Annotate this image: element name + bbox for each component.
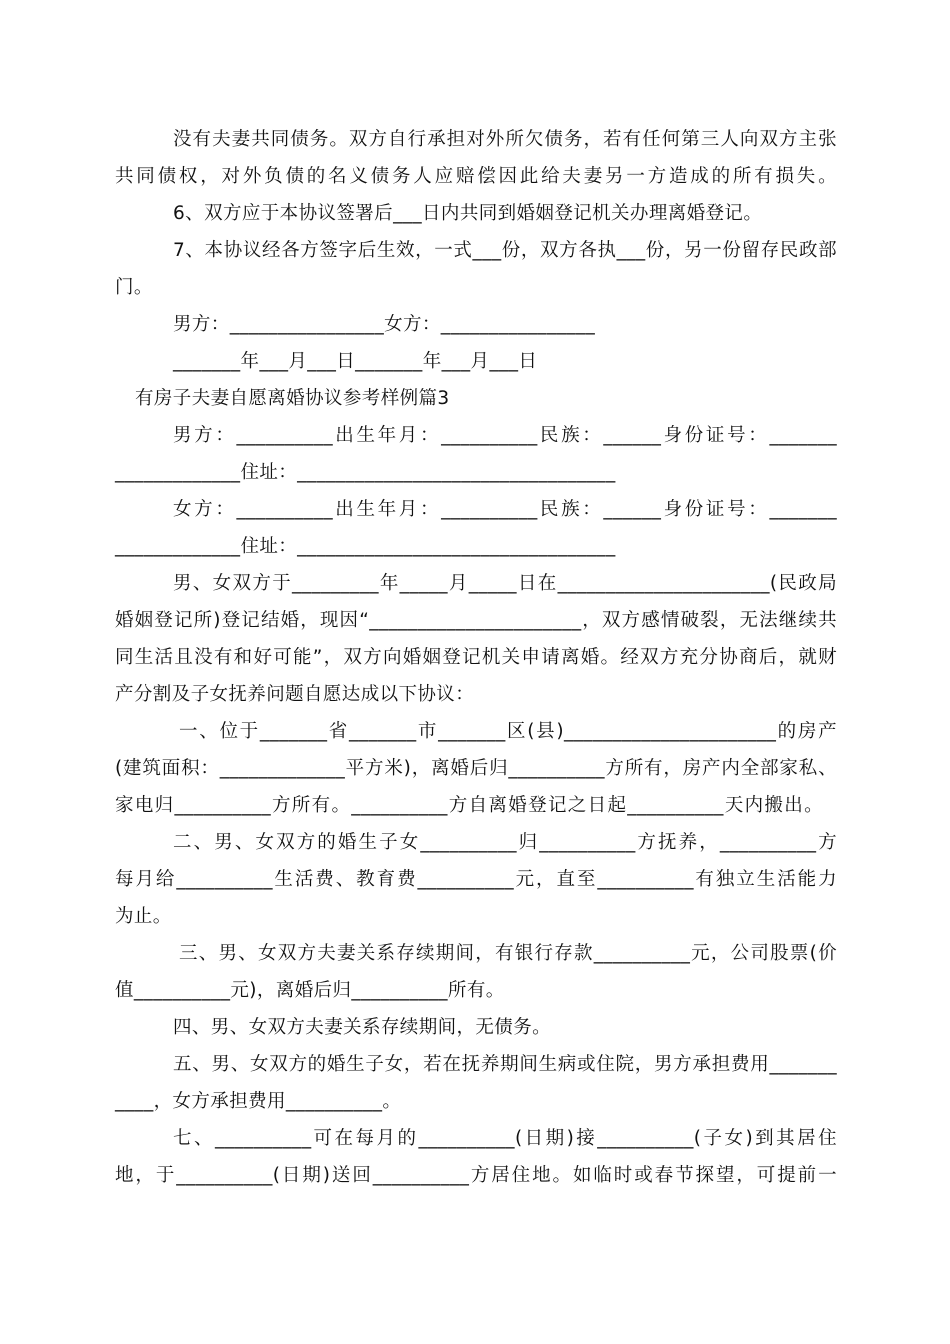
paragraph-line: (建筑面积：_____________平方米)，离婚后归__________方所有，房产内全部家私、 <box>115 758 837 779</box>
male-address-line: _____________住址：_________________________________ <box>115 462 616 483</box>
paragraph-line: 为止。 <box>115 906 172 927</box>
signature-line: 男方：________________女方：________________ <box>173 314 596 335</box>
paragraph-line: 婚姻登记所)登记结婚，现因“______________________，双方感情破裂，无法继续共 <box>115 610 837 631</box>
clause-four: 四、男、女双方夫妻关系存续期间，无债务。 <box>173 1017 552 1038</box>
paragraph-line: 门。 <box>115 277 153 298</box>
section-heading: 有房子夫妻自愿离婚协议参考样例篇3 <box>135 388 450 409</box>
paragraph-line: 男、女双方于_________年_____月_____日在______________________(民政局 <box>173 573 837 594</box>
paragraph-line: 共同债权，对外负债的名义债务人应赔偿因此给夫妻另一方造成的所有损失。 <box>115 166 837 187</box>
female-address-line: _____________住址：_________________________________ <box>115 536 616 557</box>
clause-three: 三、男、女双方夫妻关系存续期间，有银行存款__________元，公司股票(价 <box>179 943 837 964</box>
paragraph-line: 产分割及子女抚养问题自愿达成以下协议： <box>115 684 475 705</box>
paragraph-line: 家电归__________方所有。__________方自离婚登记之日起__________天内搬出。 <box>115 795 823 816</box>
clause-7: 7、本协议经各方签字后生效，一式___份，双方各执___份，另一份留存民政部 <box>173 240 837 261</box>
clause-two: 二、男、女双方的婚生子女__________归__________方抚养，__________方 <box>173 832 837 853</box>
male-party-line: 男方：__________出生年月：__________民族：______身份证号：_______ <box>173 425 837 446</box>
paragraph-line: ____，女方承担费用__________。 <box>115 1091 402 1112</box>
paragraph-line: 地，于__________(日期)送回__________方居住地。如临时或春节探望，可提前一 <box>115 1165 837 1186</box>
paragraph-line: 值__________元)，离婚后归__________所有。 <box>115 980 505 1001</box>
clause-one: 一、位于_______省_______市_______区(县)______________________的房产 <box>179 721 837 742</box>
clause-6: 6、双方应于本协议签署后___日内共同到婚姻登记机关办理离婚登记。 <box>173 203 763 224</box>
paragraph-line: 同生活且没有和好可能”，双方向婚姻登记机关申请离婚。经双方充分协商后，就财 <box>115 647 837 668</box>
paragraph-line: 没有夫妻共同债务。双方自行承担对外所欠债务，若有任何第三人向双方主张 <box>173 129 837 150</box>
clause-five: 五、男、女双方的婚生子女，若在抚养期间生病或住院，男方承担费用_______ <box>173 1054 837 1075</box>
date-line: _______年___月___日_______年___月___日 <box>173 351 538 372</box>
paragraph-line: 每月给__________生活费、教育费__________元，直至__________有独立生活能力 <box>115 869 837 890</box>
clause-seven: 七、__________可在每月的__________(日期)接__________(子女)到其居住 <box>173 1128 837 1149</box>
female-party-line: 女方：__________出生年月：__________民族：______身份证号：_______ <box>173 499 837 520</box>
